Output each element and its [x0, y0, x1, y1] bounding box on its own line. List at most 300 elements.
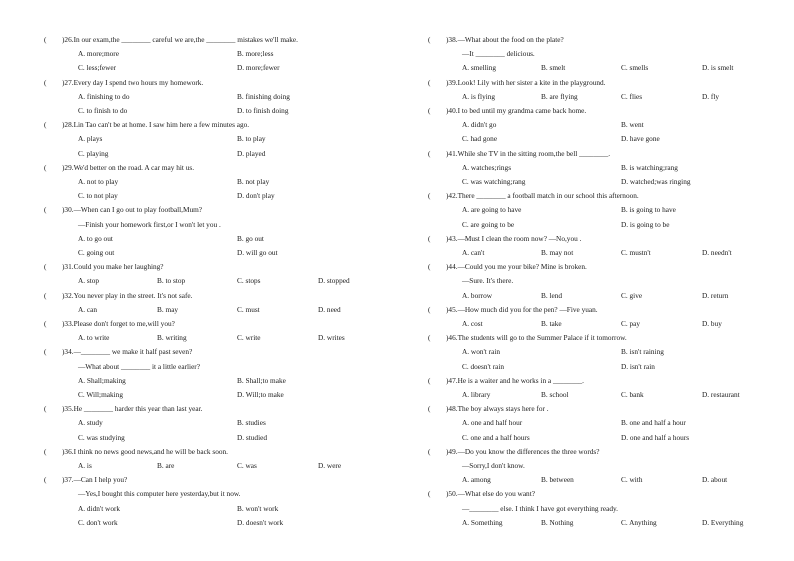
option-choice[interactable]: B. school: [541, 389, 569, 399]
question-text: [62, 118, 249, 132]
option-choice[interactable]: C. don't work: [78, 517, 118, 527]
options-row: [428, 416, 768, 430]
option-choice[interactable]: D. writes: [318, 333, 345, 343]
option-choice[interactable]: A. borrow: [462, 290, 492, 300]
option-choice[interactable]: B. one and half a hour: [621, 418, 686, 428]
option-choice[interactable]: C. less;fewer: [78, 63, 117, 73]
option-choice[interactable]: C. doesn't rain: [462, 361, 505, 371]
option-choice[interactable]: A. is: [78, 460, 92, 470]
option-choice[interactable]: C. stops: [237, 276, 261, 286]
option-choice[interactable]: B. between: [541, 475, 574, 485]
answer-blank-paren[interactable]: (: [44, 205, 47, 215]
question-text: [62, 402, 202, 416]
options-row: [44, 90, 384, 104]
question-stem: Please don't forget to me,will you?: [73, 319, 175, 328]
question-block: [44, 203, 384, 260]
question-text: [62, 317, 175, 331]
option-choice[interactable]: D. is smelt: [702, 63, 734, 73]
options-row: [44, 388, 384, 402]
option-choice[interactable]: C. Will;making: [78, 389, 123, 399]
question-number: )48.: [446, 404, 458, 414]
question-stem-line: [44, 473, 384, 487]
question-number: )37.: [62, 475, 74, 485]
answer-blank-paren[interactable]: (: [44, 475, 47, 485]
question-number: )39.: [446, 77, 458, 87]
option-choice[interactable]: C. write: [237, 333, 261, 343]
answer-blank-paren[interactable]: (: [44, 162, 47, 172]
option-choice[interactable]: A. watches;rings: [462, 162, 512, 172]
question-number: )45.: [446, 304, 458, 314]
question-sub-text: —Yes,I bought this computer here yesterday,but it now.: [78, 489, 241, 499]
question-stem-line: [44, 445, 384, 459]
question-stem-line: [44, 118, 384, 132]
question-text: [62, 473, 127, 487]
option-choice[interactable]: D. will go out: [237, 247, 278, 257]
options-row: [428, 246, 768, 260]
question-sub-text: —Sure. It's there.: [462, 276, 514, 286]
option-choice[interactable]: D. return: [702, 290, 729, 300]
question-text: [62, 33, 298, 47]
question-stem: Lin Tao can't be at home. I saw him here a few minutes ago.: [73, 120, 250, 130]
options-row: [44, 175, 384, 189]
question-block: [428, 232, 768, 260]
option-choice[interactable]: D. about: [702, 475, 728, 485]
option-choice[interactable]: B. studies: [237, 418, 266, 428]
question-block: [428, 260, 768, 303]
question-block: [44, 317, 384, 345]
option-choice[interactable]: B. lend: [541, 290, 563, 300]
option-choice[interactable]: B. Nothing: [541, 517, 574, 527]
option-choice[interactable]: C. smells: [621, 63, 649, 73]
question-stem-line: [428, 487, 768, 501]
option-choice[interactable]: A. Shall;making: [78, 375, 126, 385]
option-choice[interactable]: B. went: [621, 120, 644, 130]
option-choice[interactable]: B. is going to have: [621, 205, 676, 215]
option-choice[interactable]: C. give: [621, 290, 643, 300]
option-choice[interactable]: C. must: [237, 304, 260, 314]
question-stem: —Could you me your bike? Mine is broken.: [457, 262, 587, 272]
question-number: )33.: [62, 319, 74, 328]
option-choice[interactable]: B. to play: [237, 134, 266, 144]
question-stem-line: [428, 189, 768, 203]
question-stem: Every day I spend two hours my homework.: [73, 77, 204, 87]
answer-blank-paren[interactable]: (: [428, 35, 431, 44]
option-choice[interactable]: D. studied: [237, 432, 267, 442]
question-stem-line: [44, 203, 384, 217]
question-number: )28.: [62, 120, 74, 130]
question-text: [446, 402, 549, 416]
question-block: [44, 289, 384, 317]
option-choice[interactable]: D. restaurant: [702, 389, 740, 399]
question-block: [428, 189, 768, 232]
option-choice[interactable]: A. stop: [78, 276, 100, 286]
question-stem-line: [428, 445, 768, 459]
options-row: [44, 104, 384, 118]
option-choice[interactable]: A. to write: [78, 333, 110, 343]
options-row: [44, 516, 384, 530]
option-choice[interactable]: A. not to play: [78, 176, 119, 186]
question-number: )27.: [62, 77, 74, 87]
question-stem: The students will go to the Summer Palace if it tomorrow.: [457, 333, 627, 343]
question-stem: I think no news good news,and he will be back soon.: [73, 446, 228, 456]
question-stem-line: [44, 33, 384, 47]
question-text: [62, 76, 203, 90]
option-choice[interactable]: D. have gone: [621, 134, 660, 144]
question-number: )49.: [446, 446, 458, 456]
option-choice[interactable]: C. bank: [621, 389, 644, 399]
option-choice[interactable]: C. playing: [78, 148, 109, 158]
question-stem: I to bed until my grandma came back home.: [457, 106, 587, 115]
answer-blank-paren[interactable]: (: [44, 290, 47, 300]
question-text: [62, 345, 192, 359]
question-block: [428, 33, 768, 76]
option-choice[interactable]: A. library: [462, 389, 491, 399]
question-stem-line: [44, 317, 384, 331]
option-choice[interactable]: C. one and a half hours: [462, 432, 530, 442]
option-choice[interactable]: A. cost: [462, 318, 483, 328]
question-stem-line: [44, 289, 384, 303]
option-choice[interactable]: A. to go out: [78, 233, 113, 243]
option-choice[interactable]: D. don't play: [237, 191, 275, 201]
question-block: [44, 33, 384, 76]
option-choice[interactable]: A. didn't work: [78, 503, 121, 513]
option-choice[interactable]: C. are going to be: [462, 219, 515, 229]
question-block: [428, 445, 768, 488]
options-row: [44, 374, 384, 388]
question-stem-line: [428, 374, 768, 388]
options-row: [44, 459, 384, 473]
answer-blank-paren[interactable]: (: [44, 347, 47, 357]
question-block: [44, 473, 384, 530]
options-row: [428, 175, 768, 189]
option-choice[interactable]: D. to finish doing: [237, 105, 289, 115]
answer-blank-paren[interactable]: (: [44, 35, 47, 44]
option-choice[interactable]: B. isn't raining: [621, 347, 664, 357]
question-stem: —Can I help you?: [73, 475, 128, 485]
option-choice[interactable]: B. finishing doing: [237, 91, 290, 101]
option-choice[interactable]: C. to not play: [78, 191, 118, 201]
option-choice[interactable]: D. played: [237, 148, 266, 158]
option-choice[interactable]: B. not play: [237, 176, 270, 186]
question-number: )26.: [62, 35, 74, 44]
option-choice[interactable]: B. are: [157, 460, 175, 470]
question-number: )31.: [62, 262, 74, 272]
answer-blank-paren[interactable]: (: [428, 191, 431, 201]
option-choice[interactable]: C. was: [237, 460, 257, 470]
options-row: [44, 147, 384, 161]
options-row: [44, 189, 384, 203]
answer-blank-paren[interactable]: (: [44, 319, 47, 328]
options-row: [428, 203, 768, 217]
answer-blank-paren[interactable]: (: [428, 489, 431, 499]
options-row: [428, 61, 768, 75]
question-text: [62, 445, 228, 459]
options-row: [428, 218, 768, 232]
question-stem: —How much did you for the pen? —Five yuan.: [457, 304, 598, 314]
option-choice[interactable]: D. Everything: [702, 517, 744, 527]
options-row: [428, 90, 768, 104]
question-block: [428, 487, 768, 530]
question-number: )40.: [446, 106, 458, 115]
option-choice[interactable]: B. won't work: [237, 503, 279, 513]
question-block: [44, 161, 384, 204]
question-number: )36.: [62, 446, 74, 456]
answer-blank-paren[interactable]: (: [428, 77, 431, 87]
question-number: )30.: [62, 205, 74, 215]
option-choice[interactable]: C. Anything: [621, 517, 657, 527]
option-choice[interactable]: C. pay: [621, 318, 641, 328]
question-block: [44, 445, 384, 473]
question-sub-line: [44, 487, 384, 501]
option-choice[interactable]: A. can't: [462, 247, 485, 257]
question-number: )43.: [446, 233, 458, 243]
question-stem-line: [428, 33, 768, 47]
option-choice[interactable]: C. going out: [78, 247, 115, 257]
question-sub-line: [428, 502, 768, 516]
question-stem-line: [428, 303, 768, 317]
options-row: [44, 232, 384, 246]
option-choice[interactable]: D. doesn't work: [237, 517, 284, 527]
question-number: )29.: [62, 162, 74, 172]
question-number: )41.: [446, 148, 458, 158]
question-stem-line: [428, 104, 768, 118]
option-choice[interactable]: C. to finish to do: [78, 105, 128, 115]
answer-blank-paren[interactable]: (: [428, 304, 431, 314]
answer-blank-paren[interactable]: (: [428, 262, 431, 272]
option-choice[interactable]: D. need: [318, 304, 341, 314]
option-choice[interactable]: B. Shall;to make: [237, 375, 286, 385]
option-choice[interactable]: C. with: [621, 475, 643, 485]
question-stem: He ________ harder this year than last year.: [73, 404, 203, 414]
answer-blank-paren[interactable]: (: [44, 404, 47, 414]
option-choice[interactable]: B. go out: [237, 233, 264, 243]
options-row: [44, 47, 384, 61]
question-stem-line: [44, 161, 384, 175]
question-text: [62, 161, 194, 175]
question-block: [44, 345, 384, 402]
question-stem-line: [428, 402, 768, 416]
options-row: [428, 317, 768, 331]
question-sub-text: —Sorry,I don't know.: [462, 460, 525, 470]
question-stem: In our exam,the ________ careful we are,the ________ mistakes we'll make.: [73, 35, 298, 44]
question-text: [62, 203, 202, 217]
question-text: [446, 303, 598, 317]
question-text: [446, 104, 586, 118]
question-text: [446, 260, 587, 274]
question-text: [446, 445, 599, 459]
option-choice[interactable]: D. Will;to make: [237, 389, 284, 399]
options-row: [428, 388, 768, 402]
question-stem-line: [44, 260, 384, 274]
question-text: [446, 147, 610, 161]
question-block: [44, 402, 384, 445]
question-text: [446, 374, 584, 388]
question-stem: —Must I clean the room now? —No,you .: [457, 233, 582, 243]
question-sub-text: —Finish your homework first,or I won't let you .: [78, 219, 221, 229]
question-number: )34.: [62, 347, 74, 357]
question-stem: —Do you know the differences the three words?: [457, 446, 600, 456]
question-text: [446, 487, 535, 501]
option-choice[interactable]: A. plays: [78, 134, 103, 144]
options-row: [44, 132, 384, 146]
question-block: [428, 331, 768, 374]
question-number: )38.: [446, 35, 458, 44]
option-choice[interactable]: C. was watching;rang: [462, 176, 526, 186]
option-choice[interactable]: B. is watching;rang: [621, 162, 678, 172]
option-choice[interactable]: C. mustn't: [621, 247, 651, 257]
option-choice[interactable]: B. take: [541, 318, 562, 328]
option-choice[interactable]: A. more;more: [78, 49, 119, 59]
option-choice[interactable]: D. stopped: [318, 276, 350, 286]
question-sub-text: —________ else. I think I have got everything ready.: [462, 503, 618, 513]
question-block: [44, 76, 384, 119]
answer-blank-paren[interactable]: (: [428, 333, 431, 343]
question-block: [44, 260, 384, 288]
option-choice[interactable]: A. didn't go: [462, 120, 497, 130]
question-text: [446, 331, 627, 345]
option-choice[interactable]: A. Something: [462, 517, 503, 527]
question-number: )42.: [446, 191, 458, 201]
option-choice[interactable]: A. can: [78, 304, 98, 314]
question-stem-line: [428, 232, 768, 246]
options-row: [428, 473, 768, 487]
question-block: [428, 402, 768, 445]
answer-blank-paren[interactable]: (: [428, 106, 431, 115]
question-text: [446, 232, 581, 246]
options-row: [44, 416, 384, 430]
option-choice[interactable]: D. needn't: [702, 247, 732, 257]
question-text: [62, 289, 192, 303]
option-choice[interactable]: B. may not: [541, 247, 574, 257]
question-sub-line: [44, 360, 384, 374]
options-row: [44, 502, 384, 516]
options-row: [44, 274, 384, 288]
option-choice[interactable]: A. won't rain: [462, 347, 500, 357]
question-stem: You never play in the street. It's not safe.: [73, 290, 193, 300]
question-number: )50.: [446, 489, 458, 499]
question-text: [446, 33, 564, 47]
option-choice[interactable]: A. smelling: [462, 63, 497, 73]
options-row: [428, 132, 768, 146]
option-choice[interactable]: D. watched;was ringing: [621, 176, 691, 186]
question-sub-text: —What about ________ it a little earlier?: [78, 361, 200, 371]
question-sub-line: [428, 47, 768, 61]
question-stem-line: [44, 76, 384, 90]
question-stem: Look! Lily with her sister a kite in the playground.: [457, 77, 606, 87]
options-row: [428, 516, 768, 530]
question-stem-line: [428, 260, 768, 274]
question-stem: We'd better on the road. A car may hit us.: [73, 162, 195, 172]
option-choice[interactable]: B. writing: [157, 333, 187, 343]
option-choice[interactable]: C. flies: [621, 91, 643, 101]
options-row: [428, 289, 768, 303]
question-stem: —When can I go out to play football,Mum?: [73, 205, 203, 215]
options-row: [428, 360, 768, 374]
option-choice[interactable]: D. were: [318, 460, 342, 470]
answer-blank-paren[interactable]: (: [428, 233, 431, 243]
question-block: [428, 76, 768, 104]
answer-blank-paren[interactable]: (: [428, 375, 431, 385]
question-block: [428, 374, 768, 402]
question-block: [428, 104, 768, 147]
question-text: [62, 260, 164, 274]
question-stem-line: [44, 345, 384, 359]
answer-blank-paren[interactable]: (: [428, 404, 431, 414]
option-choice[interactable]: D. isn't rain: [621, 361, 655, 371]
option-choice[interactable]: D. fly: [702, 91, 720, 101]
option-choice[interactable]: D. buy: [702, 318, 722, 328]
option-choice[interactable]: A. finishing to do: [78, 91, 130, 101]
answer-blank-paren[interactable]: (: [44, 120, 47, 130]
answer-blank-paren[interactable]: (: [44, 446, 47, 456]
answer-blank-paren[interactable]: (: [44, 262, 47, 272]
question-stem: There ________ a football match in our school this afternoon.: [457, 191, 639, 201]
answer-blank-paren[interactable]: (: [428, 148, 431, 158]
question-block: [428, 303, 768, 331]
answer-blank-paren[interactable]: (: [428, 446, 431, 456]
option-choice[interactable]: B. more;less: [237, 49, 274, 59]
option-choice[interactable]: C. had gone: [462, 134, 498, 144]
question-number: )32.: [62, 290, 74, 300]
question-stem: —What about the food on the plate?: [457, 35, 564, 44]
question-stem: The boy always stays here for .: [457, 404, 549, 414]
option-choice[interactable]: D. more;fewer: [237, 63, 280, 73]
question-text: [446, 76, 606, 90]
question-stem-line: [44, 402, 384, 416]
option-choice[interactable]: D. is going to be: [621, 219, 670, 229]
option-choice[interactable]: B. are flying: [541, 91, 578, 101]
question-stem: —________ we make it half past seven?: [73, 347, 193, 357]
question-stem: He is a waiter and he works in a ________.: [457, 375, 585, 385]
option-choice[interactable]: B. smelt: [541, 63, 566, 73]
question-block: [44, 118, 384, 161]
question-sub-line: [428, 459, 768, 473]
option-choice[interactable]: A. among: [462, 475, 491, 485]
option-choice[interactable]: C. was studying: [78, 432, 125, 442]
question-text: [446, 189, 639, 203]
option-choice[interactable]: A. study: [78, 418, 103, 428]
question-stem-line: [428, 331, 768, 345]
question-stem: Could you make her laughing?: [73, 262, 164, 272]
option-choice[interactable]: B. may: [157, 304, 179, 314]
options-row: [428, 118, 768, 132]
question-sub-text: —It ________ delicious.: [462, 49, 535, 59]
options-row: [44, 331, 384, 345]
question-number: )44.: [446, 262, 458, 272]
options-row: [428, 345, 768, 359]
options-row: [428, 431, 768, 445]
options-row: [44, 303, 384, 317]
question-stem-line: [428, 147, 768, 161]
options-row: [428, 161, 768, 175]
option-choice[interactable]: A. one and half hour: [462, 418, 523, 428]
options-row: [44, 61, 384, 75]
question-number: )46.: [446, 333, 458, 343]
question-sub-line: [428, 274, 768, 288]
option-choice[interactable]: B. to stop: [157, 276, 186, 286]
options-row: [44, 431, 384, 445]
option-choice[interactable]: A. are going to have: [462, 205, 522, 215]
option-choice[interactable]: D. one and half a hours: [621, 432, 690, 442]
question-number: )47.: [446, 375, 458, 385]
question-block: [428, 147, 768, 190]
question-number: )35.: [62, 404, 74, 414]
question-stem: While she TV in the sitting room,the bell ________.: [457, 148, 611, 158]
answer-blank-paren[interactable]: (: [44, 77, 47, 87]
question-stem-line: [428, 76, 768, 90]
option-choice[interactable]: A. is flying: [462, 91, 496, 101]
options-row: [44, 246, 384, 260]
